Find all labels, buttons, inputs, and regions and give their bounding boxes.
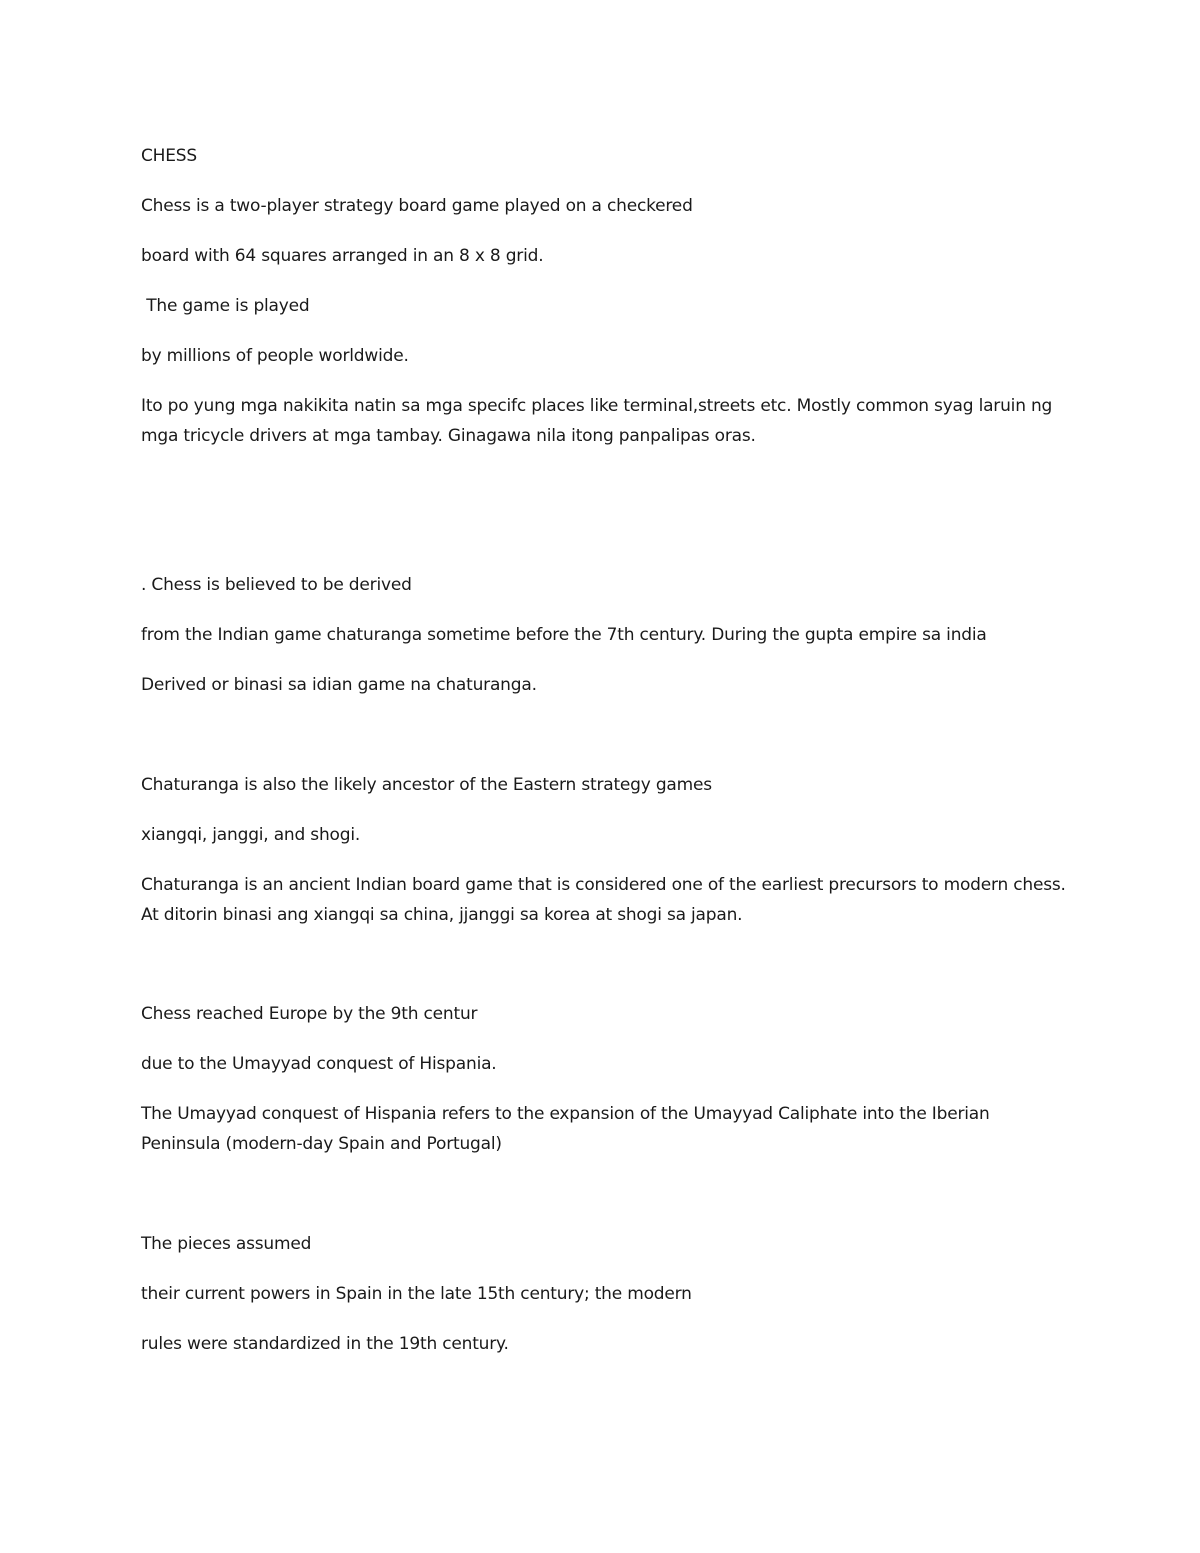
- text-paragraph: The Umayyad conquest of Hispania refers to the expansion of the Umayyad Caliphate into the Iberian Peninsula (modern-day Spain and Portugal): [141, 1104, 990, 1154]
- text-line: rules were standardized in the 19th century.: [141, 1334, 509, 1354]
- text-line: board with 64 squares arranged in an 8 x 8 grid.: [141, 246, 544, 266]
- text-line: xiangqi, janggi, and shogi.: [141, 825, 361, 845]
- text-line: Chess reached Europe by the 9th centur: [141, 1004, 478, 1024]
- text-line: Derived or binasi sa idian game na chaturanga.: [141, 675, 537, 695]
- document-title: CHESS: [141, 146, 197, 166]
- text-line: their current powers in Spain in the late 15th century; the modern: [141, 1284, 692, 1304]
- text-paragraph: Chaturanga is an ancient Indian board game that is considered one of the earliest precursors to modern chess. At ditorin binasi ang xiangqi sa china, jjanggi sa korea at shogi sa japan.: [141, 875, 1066, 925]
- text-line: The game is played: [141, 296, 310, 316]
- text-line: The pieces assumed: [141, 1234, 312, 1254]
- text-line: Chess is a two-player strategy board game played on a checkered: [141, 196, 693, 216]
- text-line: Chaturanga is also the likely ancestor of the Eastern strategy games: [141, 775, 712, 795]
- text-line: . Chess is believed to be derived: [141, 575, 412, 595]
- text-line: by millions of people worldwide.: [141, 346, 409, 366]
- text-line: from the Indian game chaturanga sometime before the 7th century. During the gupta empire sa india: [141, 625, 987, 645]
- text-paragraph: Ito po yung mga nakikita natin sa mga specifc places like terminal,streets etc. Mostly common syag laruin ng mga tricycle drivers at mga tambay. Ginagawa nila itong panpalipas oras.: [141, 396, 1053, 446]
- text-line: due to the Umayyad conquest of Hispania.: [141, 1054, 497, 1074]
